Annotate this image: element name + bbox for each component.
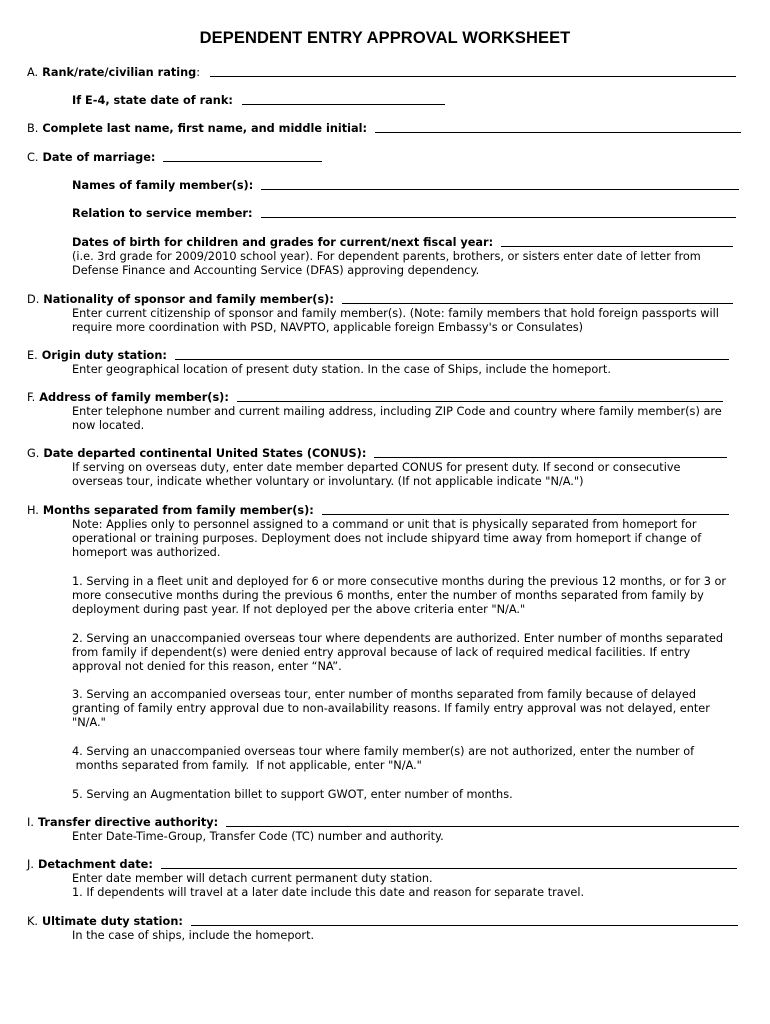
family-address-label: Address of family member(s): — [39, 391, 229, 404]
family-address-instructions: Enter telephone number and current mailing address, including ZIP Code and country where family member(s) are now located. — [72, 405, 722, 433]
e4-date-label: If E-4, state date of rank: — [72, 94, 233, 107]
full-name-label: Complete last name, first name, and middle initial: — [42, 122, 368, 135]
nationality-label: Nationality of sponsor and family member(s): — [43, 293, 334, 306]
transfer-directive-instructions: Enter Date-Time-Group, Transfer Code (TC) number and authority. — [72, 830, 444, 843]
section-letter-a: A. — [27, 66, 39, 79]
months-separated-item-2: 2. Serving an unaccompanied overseas tour where dependents are authorized. Enter number of months separated from family if dependent(s) were denied entry approval because of lack of required medical facilities. If entry approval not denied for this reason, enter “NA”. — [72, 632, 723, 674]
relation-input-line[interactable] — [261, 216, 737, 218]
nationality-instructions: Enter current citizenship of sponsor and family member(s). (Note: family members that hold foreign passports will require more coordination with PSD, NAVPTO, applicable foreign Embassy's or Consulates) — [72, 307, 719, 335]
section-letter-e: E. — [27, 349, 38, 362]
section-letter-c: C. — [27, 151, 39, 164]
field-dates-of-birth — [72, 236, 733, 250]
nationality-input-line[interactable] — [342, 302, 733, 304]
months-separated-note: Note: Applies only to personnel assigned to a command or unit that is physically separated from homeport for operational or training purposes. Deployment does not include shipyard time away from homeport if change of homeport was authorized. — [72, 518, 702, 560]
page-title: DEPENDENT ENTRY APPROVAL WORKSHEET — [199, 29, 571, 47]
ultimate-duty-station-instructions: In the case of ships, include the homeport. — [72, 929, 315, 942]
months-separated-input-line[interactable] — [322, 513, 729, 515]
family-address-input-line[interactable] — [237, 400, 723, 402]
dates-of-birth-input-line[interactable] — [501, 245, 733, 247]
section-letter-b: B. — [27, 122, 39, 135]
e4-date-input-line[interactable] — [242, 103, 445, 105]
months-separated-item-3: 3. Serving an accompanied overseas tour, enter number of months separated from family because of delayed granting of family entry approval due to non-availability reasons. If family entry approval was not delayed, enter "N/A." — [72, 688, 710, 730]
field-family-names — [72, 179, 739, 193]
dates-of-birth-instructions: (i.e. 3rd grade for 2009/2010 school year). For dependent parents, brothers, or sisters enter date of letter from Defense Finance and Accounting Service (DFAS) approving dependency. — [72, 250, 701, 278]
section-letter-f: F. — [27, 391, 36, 404]
months-separated-label: Months separated from family member(s): — [42, 504, 314, 517]
transfer-directive-label: Transfer directive authority: — [37, 816, 219, 829]
origin-duty-station-label: Origin duty station: — [41, 349, 167, 362]
detachment-date-input-line[interactable] — [161, 867, 737, 869]
origin-duty-station-input-line[interactable] — [175, 358, 729, 360]
transfer-directive-input-line[interactable] — [226, 825, 739, 827]
field-detachment-date — [27, 858, 737, 872]
field-ultimate-duty-station — [27, 915, 738, 929]
section-letter-i: I. — [27, 816, 34, 829]
rank-rate-label: Rank/rate/civilian rating — [42, 66, 197, 79]
family-names-label: Names of family member(s): — [72, 179, 254, 192]
date-of-marriage-label: Date of marriage: — [42, 151, 156, 164]
rank-rate-input-line[interactable] — [210, 75, 736, 77]
origin-duty-station-instructions: Enter geographical location of present duty station. In the case of Ships, include the homeport. — [72, 363, 611, 376]
field-e4-date-of-rank — [72, 94, 445, 108]
section-letter-g: G. — [27, 447, 40, 460]
field-full-name — [27, 122, 741, 136]
date-of-marriage-input-line[interactable] — [163, 160, 322, 162]
relation-label: Relation to service member: — [72, 207, 253, 220]
ultimate-duty-station-input-line[interactable] — [191, 924, 738, 926]
date-departed-conus-input-line[interactable] — [374, 456, 727, 458]
field-rank-rate: A. Rank/rate/civilian rating : — [27, 66, 736, 80]
months-separated-item-4: 4. Serving an unaccompanied overseas tour where family member(s) are not authorized, enter the number of months separated from family. If not applicable, enter "N/A." — [72, 745, 695, 773]
family-names-input-line[interactable] — [261, 188, 739, 190]
field-origin-duty-station — [27, 349, 729, 363]
months-separated-item-5: 5. Serving an Augmentation billet to support GWOT, enter number of months. — [72, 788, 513, 801]
field-family-address — [27, 391, 723, 405]
section-letter-h: H. — [27, 504, 39, 517]
dates-of-birth-label: Dates of birth for children and grades for current/next fiscal year: — [72, 236, 494, 249]
section-letter-j: J. — [27, 858, 34, 871]
date-departed-conus-instructions: If serving on overseas duty, enter date member departed CONUS for present duty. If second or consecutive overseas tour, indicate whether voluntary or involuntary. (If not applicable indicate "N/A.") — [72, 461, 681, 489]
field-nationality — [27, 293, 733, 307]
date-departed-conus-label: Date departed continental United States (CONUS): — [43, 447, 367, 460]
field-transfer-directive — [27, 816, 739, 830]
field-date-departed-conus — [27, 447, 727, 461]
months-separated-item-1: 1. Serving in a fleet unit and deployed for 6 or more consecutive months during the previous 12 months, or for 3 or more consecutive months during the previous 6 months, enter the number of months separated from family by deployment during past year. If not deployed per the above criteria enter "N/A." — [72, 575, 727, 617]
full-name-input-line[interactable] — [375, 131, 741, 133]
detachment-date-label: Detachment date: — [37, 858, 153, 871]
field-date-of-marriage — [27, 151, 322, 165]
field-relation — [72, 207, 736, 221]
section-letter-k: K. — [27, 915, 38, 928]
field-months-separated — [27, 504, 729, 518]
detachment-date-instructions: Enter date member will detach current permanent duty station. 1. If dependents will travel at a later date include this date and reason for separate travel. — [72, 872, 585, 900]
ultimate-duty-station-label: Ultimate duty station: — [42, 915, 183, 928]
section-letter-d: D. — [27, 293, 40, 306]
